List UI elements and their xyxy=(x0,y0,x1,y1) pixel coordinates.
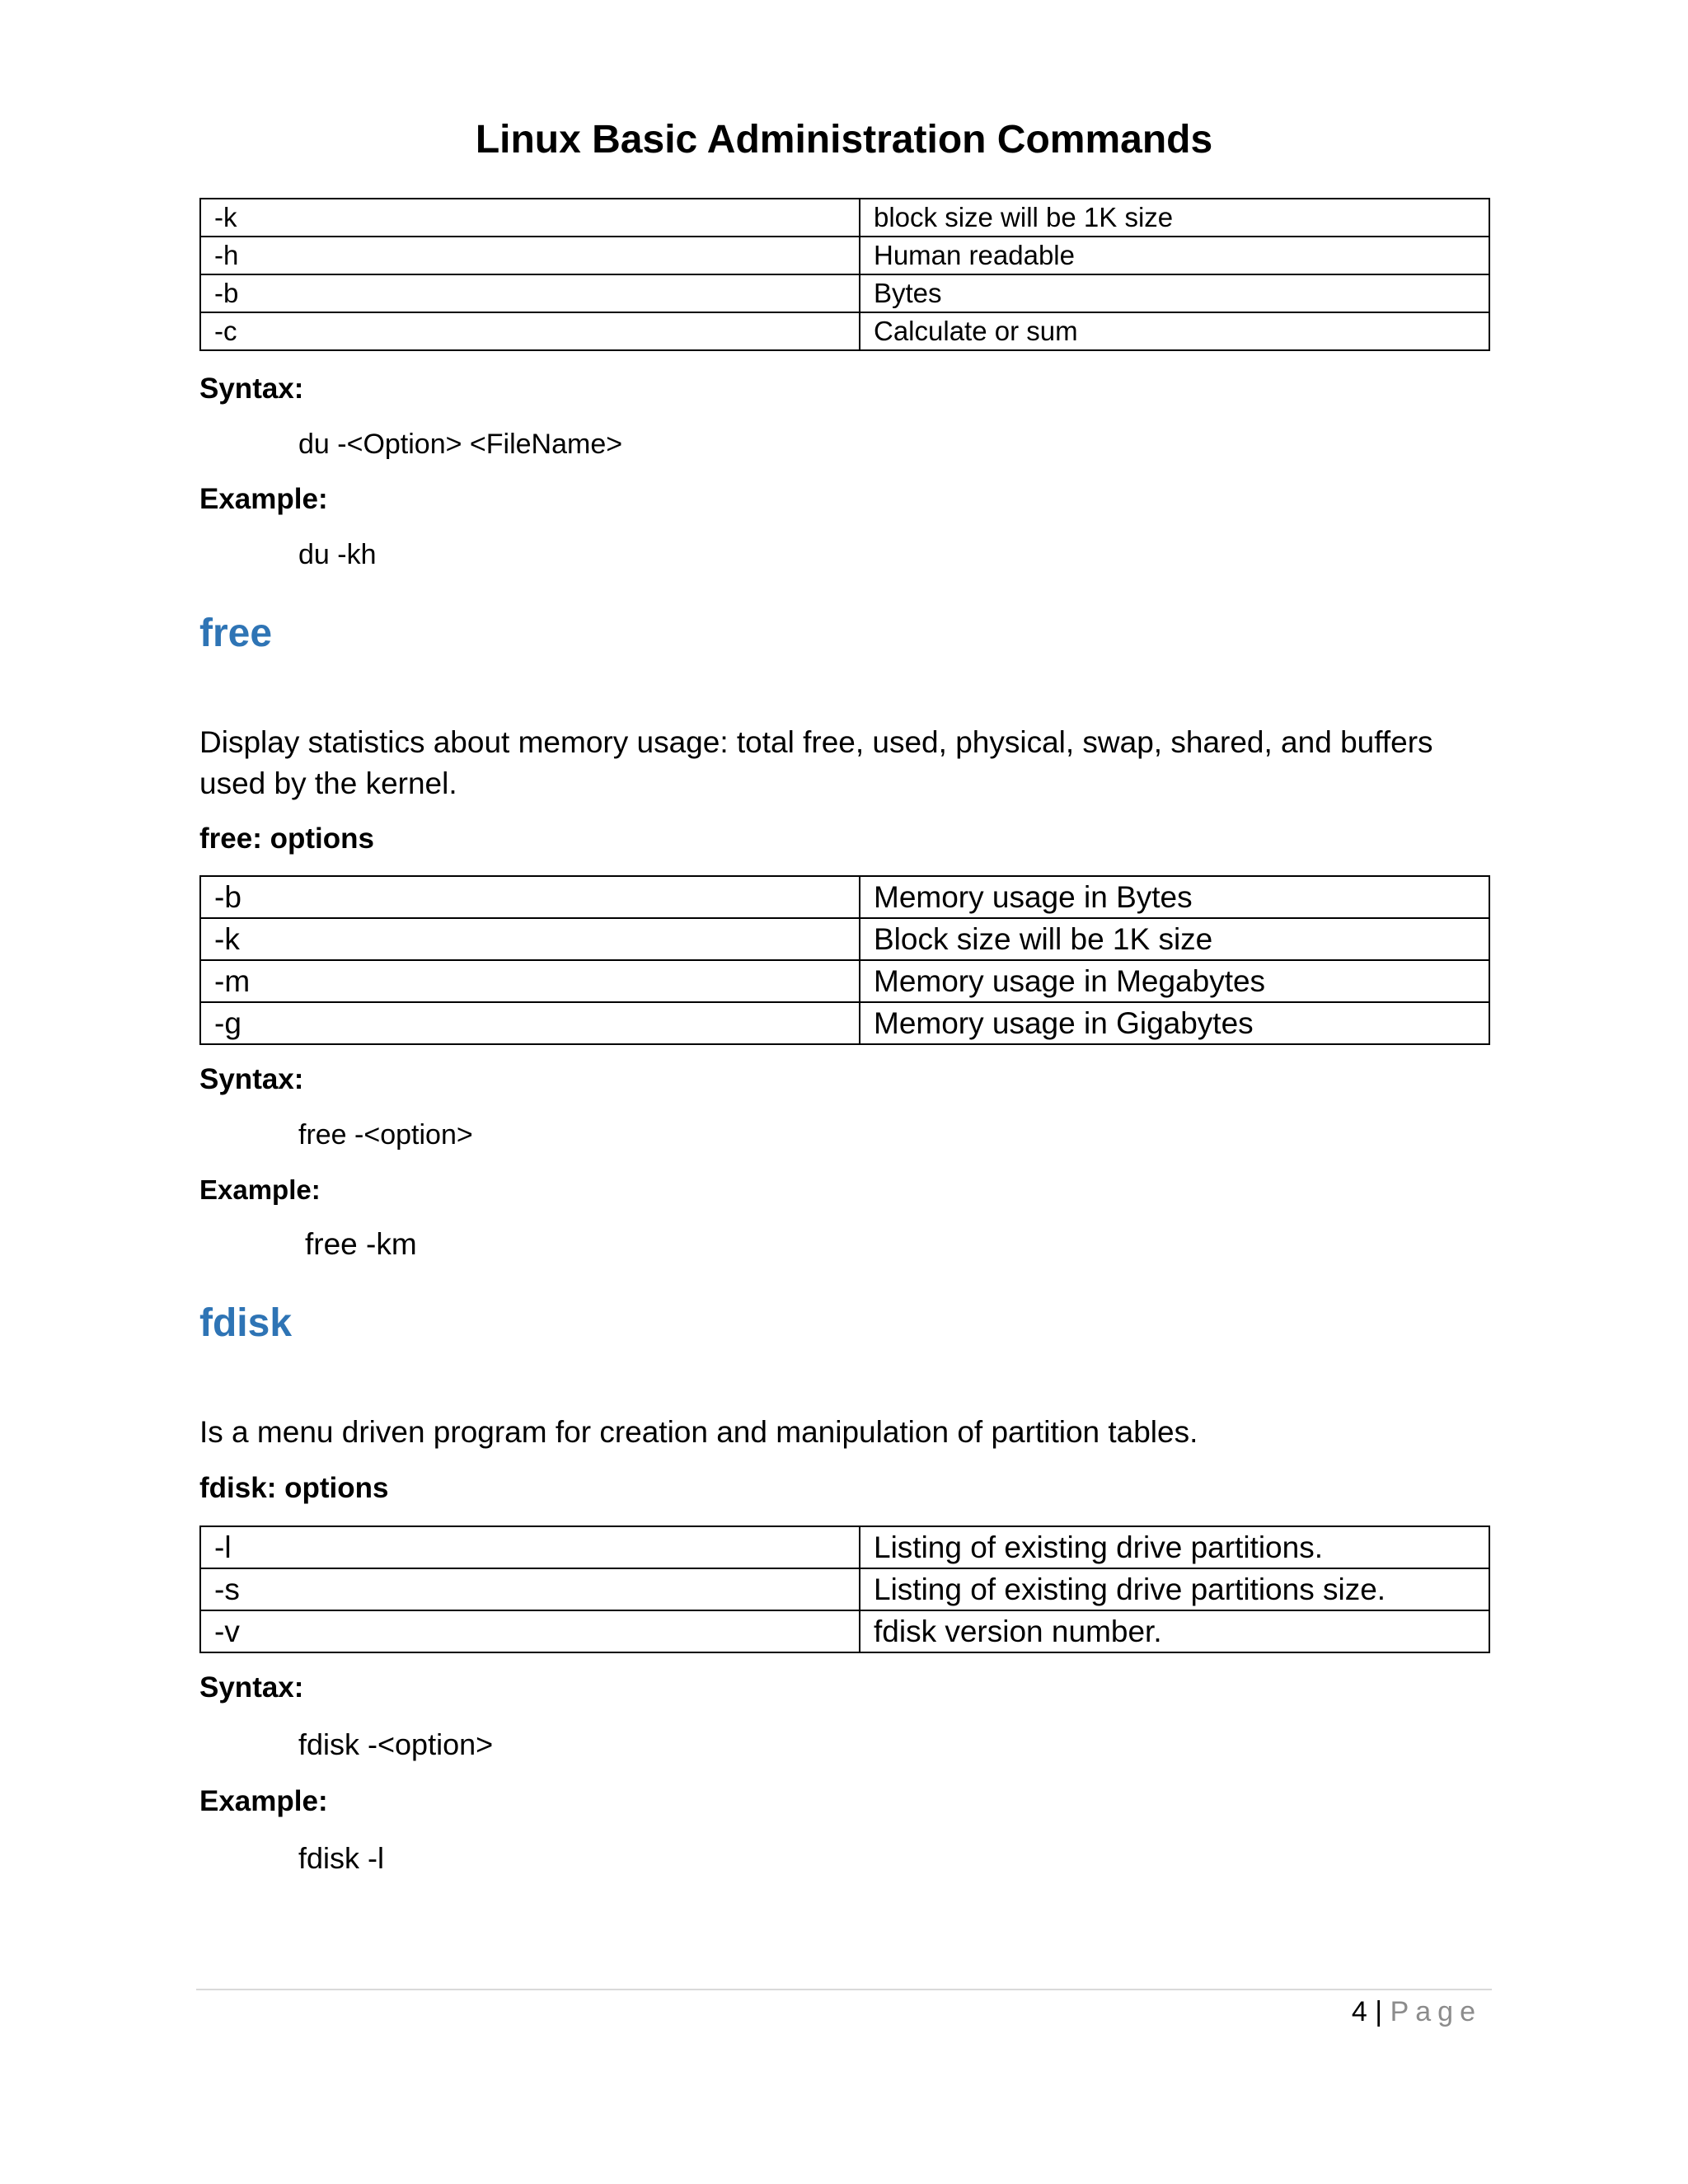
footer-divider xyxy=(196,1989,1492,1990)
fdisk-syntax-text: fdisk -<option> xyxy=(298,1727,494,1761)
table-row xyxy=(200,199,1489,237)
option-description: Bytes xyxy=(860,274,1489,312)
option-flag: -g xyxy=(200,1002,860,1044)
table-row xyxy=(200,1610,1489,1652)
option-flag: -b xyxy=(200,876,860,918)
option-flag: -s xyxy=(200,1568,860,1610)
option-flag: -k xyxy=(200,199,860,237)
option-flag: -h xyxy=(200,237,860,274)
option-description: Memory usage in Megabytes xyxy=(860,960,1489,1002)
page-word: Page xyxy=(1390,1996,1482,2027)
table-row xyxy=(200,960,1489,1002)
table-row xyxy=(200,876,1489,918)
fdisk-options-table xyxy=(199,1526,1490,1653)
du-syntax-text: du -<Option> <FileName> xyxy=(298,429,623,460)
free-syntax-text: free -<option> xyxy=(298,1119,473,1151)
table-row xyxy=(200,237,1489,274)
table-row xyxy=(200,1002,1489,1044)
option-flag: -l xyxy=(200,1526,860,1568)
option-description: Listing of existing drive partitions size. xyxy=(860,1568,1489,1610)
footer-separator: | xyxy=(1375,1996,1383,2027)
table-row xyxy=(200,918,1489,960)
fdisk-example-label: Example: xyxy=(199,1785,328,1817)
free-example-label: Example: xyxy=(199,1174,321,1205)
du-example-text: du -kh xyxy=(298,539,377,570)
option-description: fdisk version number. xyxy=(860,1610,1489,1652)
free-heading: free xyxy=(199,612,273,655)
table-row xyxy=(200,312,1489,350)
option-flag: -k xyxy=(200,918,860,960)
option-description: Memory usage in Bytes xyxy=(860,876,1489,918)
free-syntax-label: Syntax: xyxy=(199,1063,304,1095)
option-flag: -m xyxy=(200,960,860,1002)
free-example-text: free -km xyxy=(305,1227,417,1261)
option-description: Block size will be 1K size xyxy=(860,918,1489,960)
option-description: Human readable xyxy=(860,237,1489,274)
du-example-label: Example: xyxy=(199,483,328,515)
free-description: Display statistics about memory usage: total free, used, physical, swap, shared, and buffers used by the kernel. xyxy=(199,725,1433,800)
du-options-table xyxy=(199,198,1490,351)
option-description: Listing of existing drive partitions. xyxy=(860,1526,1489,1568)
fdisk-heading: fdisk xyxy=(199,1301,293,1345)
option-description: block size will be 1K size xyxy=(860,199,1489,237)
page-number: 4 xyxy=(1351,1996,1367,2027)
table-row xyxy=(200,1526,1489,1568)
page-title: Linux Basic Administration Commands xyxy=(475,118,1213,162)
option-flag: -c xyxy=(200,312,860,350)
free-options-label: free: options xyxy=(199,823,374,855)
fdisk-options-label: fdisk: options xyxy=(199,1472,389,1504)
option-description: Memory usage in Gigabytes xyxy=(860,1002,1489,1044)
table-row xyxy=(200,274,1489,312)
fdisk-syntax-label: Syntax: xyxy=(199,1671,304,1704)
du-syntax-label: Syntax: xyxy=(199,373,304,405)
page-footer xyxy=(1352,1996,1482,2028)
option-flag: -b xyxy=(200,274,860,312)
free-options-table xyxy=(199,875,1490,1045)
option-description: Calculate or sum xyxy=(860,312,1489,350)
fdisk-example-text: fdisk -l xyxy=(298,1841,385,1875)
option-flag: -v xyxy=(200,1610,860,1652)
table-row xyxy=(200,1568,1489,1610)
fdisk-description: Is a menu driven program for creation and manipulation of partition tables. xyxy=(199,1415,1198,1449)
